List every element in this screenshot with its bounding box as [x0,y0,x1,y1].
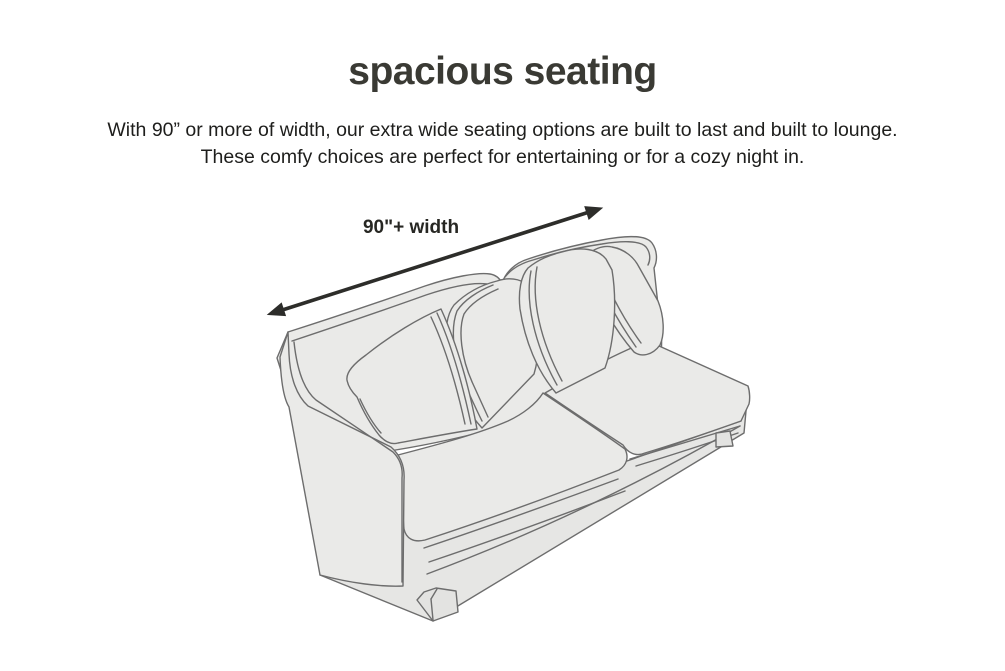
page-title: spacious seating [348,50,657,93]
description-line-2: These comfy choices are perfect for entertaining or for a cozy night in. [200,146,805,168]
description-line-1: With 90” or more of width, our extra wide seating options are built to last and built to lounge. [107,119,898,141]
width-dimension-label: 90"+ width [362,217,460,238]
